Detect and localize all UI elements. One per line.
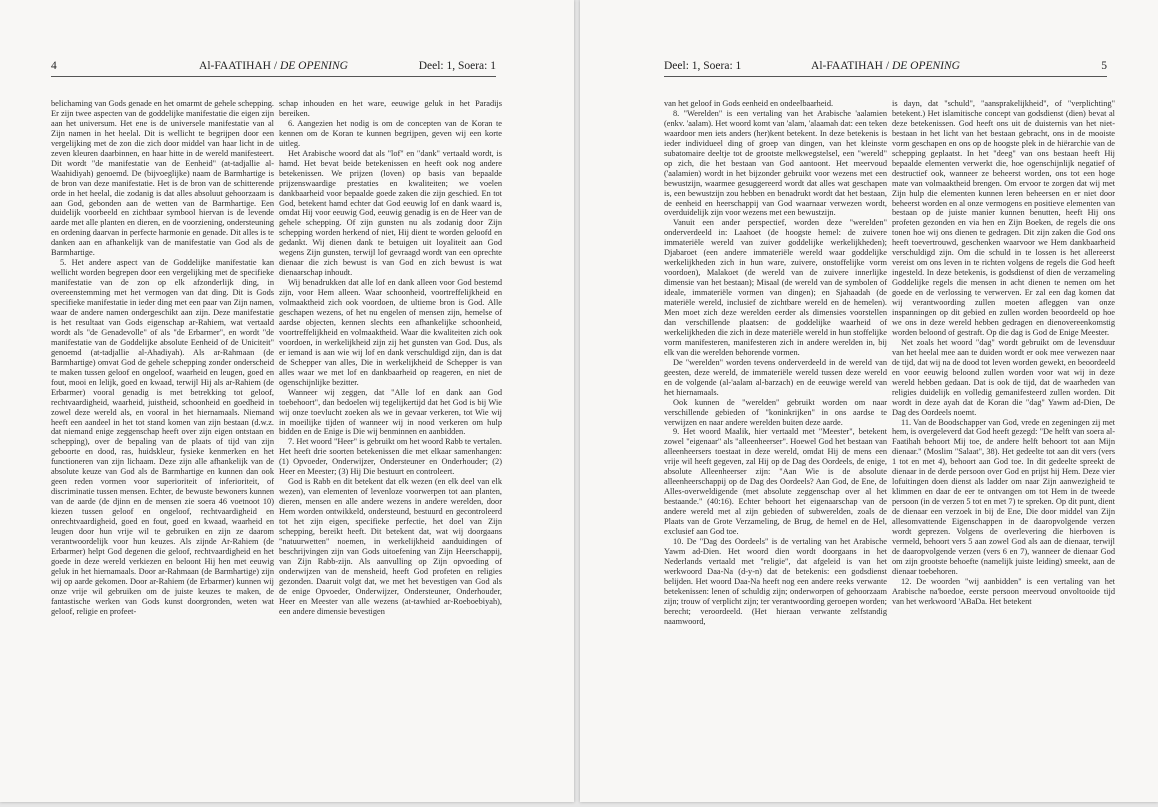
- paragraph: Vanuit een ander perspectief, worden deze "werelden" onderverdeeld in: Laahoet (de hoogste hemel: de zuivere immateriële wereld van zuiver goddelijke werkelijkheden); Djabaroet (een andere immateriële wereld waar goddelijke werkelijkheden zich in hun ware, zuivere, onstoffelijke vorm voordoen), Malakoet (de wereld van de zuivere innerlijke dimensie van het bestaan); Misaal (de wereld van de symbolen of ideale, immateriële vormen van dingen); en Sjahaadah (de materiële wereld, inclusief de zichtbare wereld en de hemelen). Men moet zich deze werelden eerder als dimensies voorstellen dan verschillende plaatsen: de goddelijke waarheid of werkelijkheden die zich in deze materiële wereld in hun stoffelijke vorm manifesteren, manifesteren zich in andere werelden in, bij elk van die werelden behorende vormen.: [664, 218, 887, 357]
- paragraph: 6. Aangezien het nodig is om de concepten van de Koran te kennen om de Koran te kunnen begrijpen, geven wij een korte uitleg.: [279, 118, 502, 148]
- part-and-surah: Deel: 1, Soera: 1: [418, 60, 496, 72]
- paragraph: Wanneer wij zeggen, dat "Alle lof en dank aan God toebehoort", dan bedoelen wij tegelijkertijd dat het God is bij Wie wij onze toevlucht zoeken als we in gevaar verkeren, tot Wie wij in moeilijke tijden of wanneer wij in nood verkeren om hulp bidden en de Enige is Die wij benminnen en aanbidden.: [279, 387, 502, 437]
- paragraph: Wij benadrukken dat alle lof en dank alleen voor God bestemd zijn, voor Hem alleen. Waar schoonheid, voortreffelijkheid en volmaaktheid zich ook voordoen, de ultieme bron is God. Alle geschapen wezens, of het nu engelen of mensen zijn, hemelse of aardse objecten, kennen slechts een afhankelijke schoonheid, voortreffelijkheid en volmaaktheid. Waar die kwaliteiten zich ook voordoen, in werkelijkheid zijn zij het gunsten van God. Dus, als er iemand is aan wie wij lof en dank verschuldigd zijn, dan is dat de Schepper van alles, Die in werkelijkheid de Schepper is van alles waar we met lof en dankbaarheid op reageren, en niet de ogenschijnlijke bezitter.: [279, 278, 502, 387]
- part-and-surah: Deel: 1, Soera: 1: [664, 60, 742, 72]
- paragraph: van het geloof in Gods eenheid en ondeelbaarheid.: [664, 99, 834, 108]
- paragraph: 12. De woorden "wij aanbidden" is een vertaling van het Arabische na'boedoe, eerste persoon meervoud onvoltooide tijd van het werkwoord 'ABaDa. Het betekent: [892, 576, 1115, 606]
- paragraph: 7. Het woord "Heer" is gebruikt om het woord Rabb te vertalen. Het heeft drie soorten betekenissen die met elkaar samenhangen: (1) Opvoeder, Onderwijzer, Ondersteuner en Onderhouder; (2) Heer en Meester; (3) Hij Die bestuurt en controleert.: [279, 437, 502, 477]
- text-column-right: [279, 99, 502, 617]
- paragraph: Ook kunnen de "werelden" gebruikt worden om naar verschillende gebieden of "koninkrijken" in ons aardse te verwijzen en naar andere werelden buiten deze aarde.: [664, 397, 887, 427]
- paragraph: is dayn, dat "schuld", "aansprakelijkheid", of "verplichting" betekent.) Het islamitische concept van godsdienst (dien) bevat al deze betekenissen. God heeft ons uit de duisternis van het niet-bestaan in het licht van het bestaan gebracht, ons in de mooiste vorm geschapen en ons op de hoogste plek in de hiërarchie van de schepping geplaatst. In het "deeg" van ons bestaan heeft Hij bepaalde elementen verwerkt die, hoe ogenschijnlijk negatief of destructief ook, wanneer ze beheerst worden, ons tot een hoge mate van volmaaktheid brengen. Om ervoor te zorgen dat wij met Zijn hulp die elementen kunnen leren beheersen en er niet door beheerst worden en al onze vermogens en positieve elementen van bestaan op de juiste manier kunnen benutten, heeft Hij ons profeten gezonden en via hen en Zijn Boeken, de regels die ons tonen hoe wij ons dienen te gedragen. Dit zijn zaken die God ons heeft toevertrouwd, geschenken waarvoor we Hem dankbaarheid verschuldigd zijn. Om die schuld in te lossen is het allereerst vereist om ons leven in te richten volgens de regels die God heeft ingesteld. In deze betekenis, is godsdienst of dien de verzameling Goddelijke regels die mensen in acht dienen te nemen om het goede en de verlossing te verwerven. Er zal een dag komen dat wij verantwoording zullen moeten afleggen van onze inspanningen op dit gebied en zullen worden beoordeeld op hoe we ons in deze wereld hebben gedragen en dienovereenkomstig worden beloond of gestraft. Op die dag is God de Enige Meester.: [892, 99, 1115, 337]
- paragraph: belichaming van Gods genade en het omarmt de gehele schepping. Er zijn twee aspecten van de goddelijke manifestatie die eigen zijn aan het universum. Het ene is de universele manifestatie van al Zijn namen in het heelal. Dit is wellicht te begrijpen door een vergelijking met de zon die zich door middel van haar licht in de zeven kleuren daarbinnen, en haar hitte in de wereld manifesteert. Dit wordt "de manifestatie van de Eenheid" (at-tadjallie al-Waahidiyah) genoemd. De (bijvoeglijke) naam de Barmhartige is de bron van deze manifestatie. Het is de bron van de schitterende orde in het heelal, die zodanig is dat alles absoluut gehoorzaam is aan God, gebonden aan de wetten van de Barmhartige. Een duidelijk voorbeeld en zichtbaar symbool hiervan is de levende aarde met alle planten en dieren, en de voorziening, ondersteuning en ordening daarvan in perfecte harmonie en genade. Dit alles is te danken aan en afhankelijk van de manifestatie van God als de Barmhartige.: [51, 99, 274, 258]
- paragraph: 8. "Werelden" is een vertaling van het Arabische 'aalamien (enkv. 'aalam). Het woord komt van 'alam, 'alaamah dat: een teken waardoor men iets anders (her)kent betekent. In deze betekenis is ieder individueel ding of groep van dingen, van het kleinste subatomaire deeltje tot de grootste melkwegstelsel, een "wereld" op zich, die het bestaan van God aantoont. Het meervoud ('aalamien) wordt in het bijzonder gebruikt voor wezens met een bewustzijn, waarmee gesuggereerd wordt dat alles wat geschapen is, een bewustzijn zou hebben en benadrukt wordt dat het bestaan, de eenheid en heerschappij van God waarnaar verwezen wordt, overduidelijk zijn voor wezens met een bewustzijn.: [664, 108, 887, 218]
- paragraph: 10. De "Dag des Oordeels" is de vertaling van het Arabische Yawm ad-Dien. Het woord dien wordt doorgaans in het Nederlands vertaald met "religie", dat afgeleid is van het werkwoord Daa-Na (d-y-n) dat de betekenis: een godsdienst belijden. Het woord Daa-Na heeft nog een andere reeks verwante betekenissen: lenen of schuldig zijn; onderworpen of gehoorzaam zijn; trouw of verplicht zijn; ter verantwoording geroepen worden; berecht; veroordeeld. (Het hieraan verwante zelfstandig naamwoord,: [664, 536, 887, 626]
- paragraph: 5. Het andere aspect van de Goddelijke manifestatie kan wellicht worden begrepen door een vergelijking met de specifieke manifestatie van de zon op elk afzonderlijk ding, in overeenstemming met het vermogen van dat ding. Dit is Gods specifieke manifestatie in ieder ding met een paar van Zijn namen, waar de andere namen ondergeschikt aan zijn. Deze manifestatie is het resultaat van Gods eigenschap ar-Rahiem, wat vertaald wordt als "de Genadevolle" of als "de Erbarmer", en wordt "de manifestatie van de Goddelijke absolute Eenheid of de Uniciteit" genoemd (at-tadjallie al-Ahadiyah). Als ar-Rahmaan (de Barmhartige) omvat God de gehele schepping zonder onderscheid te maken tussen geloof en ongeloof, waarheid en leugen, goed en fout, mooi en lelijk, goed en kwaad, terwijl Hij als ar-Rahiem (de Erbarmer) vooral genadig is met betrekking tot geloof, rechtvaardigheid, waarheid, juistheid, schoonheid en goedheid in zowel deze wereld als, en vooral in het hiernamaals. Niemand heeft een aandeel in het tot stand komen van zijn bestaan (d.w.z. dat niemand enige zeggenschap heeft over zijn eigen ontstaan en schepping), over de bepaling van de plaats of tijd van zijn geboorte en dood, ras, huidskleur, fysieke kenmerken en het functioneren van zijn lichaam. Deze zijn alle afhankelijk van de absolute keuze van God als de Barmhartige en kunnen dan ook geen reden vormen voor superioriteit of inferioriteit, of discriminatie tussen mensen. Echter, de bewuste bewoners kunnen van de aarde (de djinn en de mensen zie soera 46 voetnoot 10) kiezen tussen geloof en ongeloof, rechtvaardigheid en onrechtvaardigheid, goed en fout, goed en kwaad, waarheid en leugen door hun vrije wil te gebruiken en zijn ze daarom verantwoordelijk voor hun keuzes. Als zijnde Ar-Rahiem (de Erbarmer) helpt God degenen die geloof, rechtvaardigheid en het goede in deze wereld verkiezen en beloont Hij hen met eeuwig geluk in het hiernamaals. Door ar-Rahmaan (de Barmhartige) zijn wij op aarde gekomen. Door ar-Rahiem (de Erbarmer) kunnen wij onze vrije wil gebruiken om de juiste keuzes te maken, de fantastische werken van Gods kunst doorgronden, weten wat geloof, religie en profeet-: [51, 258, 274, 616]
- running-title: Al-FAATIHAH / DE OPENING: [199, 60, 348, 72]
- page-number: 4: [51, 60, 57, 72]
- paragraph: De "werelden" worden tevens onderverdeeld in de wereld van geesten, deze wereld, de immateriële wereld tussen deze wereld en de volgende (al-'aalam al-barzach) en de eeuwige wereld van het hiernamaals.: [664, 357, 887, 397]
- page-number: 5: [1101, 60, 1107, 72]
- right-page: [580, 0, 1158, 802]
- left-page: [0, 0, 574, 802]
- paragraph: Net zoals het woord "dag" wordt gebruikt om de levensduur van het heelal mee aan te duiden wordt er ook mee verwezen naar de tijd, dat wij na de dood tot leven worden gewekt, en beoordeeld en voor eeuwig beloond zullen worden voor wat wij in deze wereld hebben gedaan. Dat is ook de tijd, dat de waarheden van religies duidelijk en volledig gemanifesteerd zullen worden. Dit wordt in deze ayah dat de Koran die "dag" Yawm ad-Dien, De Dag des Oordeels noemt.: [892, 337, 1115, 417]
- header-rule: [51, 76, 496, 77]
- running-title: Al-FAATIHAH / DE OPENING: [811, 60, 960, 72]
- running-head: [51, 59, 496, 73]
- paragraph: God is Rabb en dit betekent dat elk wezen (en elk deel van elk wezen), van elementen of levenloze voorwerpen tot aan planten, dieren, mensen en alle andere wezens in andere werelden, door Hem worden ontwikkeld, ondersteund, bestuurd en gecontroleerd tot het zijn eigen, specifieke perfectie, het doel van Zijn schepping, bereikt heeft. Dit betekent dat, wat wij doorgaans "natuurwetten" noemen, in werkelijkheid aanduidingen of beschrijvingen zijn van Gods uitoefening van Zijn Heerschappij, van Zijn Rabb-zijn. Als aanvulling op Zijn opvoeding of onderwijzen van de mensheid, heeft God profeten en religies gezonden. Daaruit volgt dat, we met het bevestigen van God als de enige Opvoeder, Onderwijzer, Ondersteuner, Onderhouder, Heer en Meester van alle wezens (at-tawhied ar-Roeboebiyah), een andere dimensie bevestigen: [279, 477, 502, 616]
- text-column-left: [51, 99, 274, 617]
- text-column-left: [664, 99, 887, 627]
- paragraph: 9. Het woord Maalik, hier vertaald met "Meester", betekent zowel "eigenaar" als "alleenheerser". Hoewel God het bestaan van alleenheersers toestaat in deze wereld, omdat Hij de mens een vrije wil heeft gegeven, zal Hij op de Dag des Oordeels, de enige, absolute Alleenheerser zijn: "Aan Wie is de absolute alleenheerschappij op de Dag des Oordeels? Aan God, de Ene, de Alles-overweldigende (met absolute zeggenschap over al het bestaande." (40:16). Echter behoort het eigenaarschap van de andere wereld met al zijn gebieden of subwerelden, zoals de Plaats van de Grote Verzameling, de Brug, de hemel en de Hel, exclusief aan God toe.: [664, 427, 887, 536]
- text-column-right: [892, 99, 1115, 607]
- paragraph: 11. Van de Boodschapper van God, vrede en zegeningen zij met hem, is overgeleverd dat God heeft gezegd: "De helft van soera al-Faatihah behoort Mij toe, de andere helft behoort tot aan Mijn dienaar." (Moslim "Salaat", 38). Het gedeelte tot aan dit vers (vers 1 tot en met 4), behoort aan God toe. In dit gedeelte spreekt de dienaar in de derde persoon over God en prijst hij Hem. Deze vier lofuitingen doen dienst als ladder om naar Zijn aanwezigheid te klimmen en daar de eer te ontvangen om tot Hem in de tweede persoon (in de verzen 5 tot en met 7) te spreken. Op dit punt, dient de dienaar een verzoek in bij de Ene, Die door middel van Zijn allesomvattende Eigenschappen in de daaropvolgende verzen wordt geprezen. Volgens de overlevering die hierboven is vermeld, behoort vers 5 aan zowel God als aan de dienaar, terwijl de daaropvolgende verzen (vers 6 en 7), wanneer de dienaar God om zijn grootste behoefte (namelijk juiste leiding) smeekt, aan de dienaar toebehoren.: [892, 417, 1115, 576]
- header-rule: [664, 76, 1107, 77]
- paragraph: schap inhouden en het ware, eeuwige geluk in het Paradijs bereiken.: [279, 99, 502, 118]
- paragraph: Het Arabische woord dat als "lof" en "dank" vertaald wordt, is hamd. Het bevat beide betekenissen en heeft ook nog andere betekenissen. We prijzen (loven) op basis van bepaalde prijzenswaardige prestaties en kwaliteiten; we voelen dankbaarheid voor bepaalde goede zaken die zijn geschied. En tot God, betekent hamd echter dat God eeuwig lof en dank waard is, omdat Hij voor eeuwig God, eeuwig genadig is en de Heer van de gehele schepping. Of zijn gunsten nu als zodanig door Zijn schepping worden herkend of niet, Hij dient te worden geloofd en gedankt. Wij dienen dank te betuigen uit loyaliteit aan God wegens Zijn gunsten, terwijl lof gevraagd wordt van een oprechte dienaar die zich bewust is van God en zich bewust is wat dienaarschap inhoudt.: [279, 148, 502, 278]
- running-head: [664, 59, 1107, 73]
